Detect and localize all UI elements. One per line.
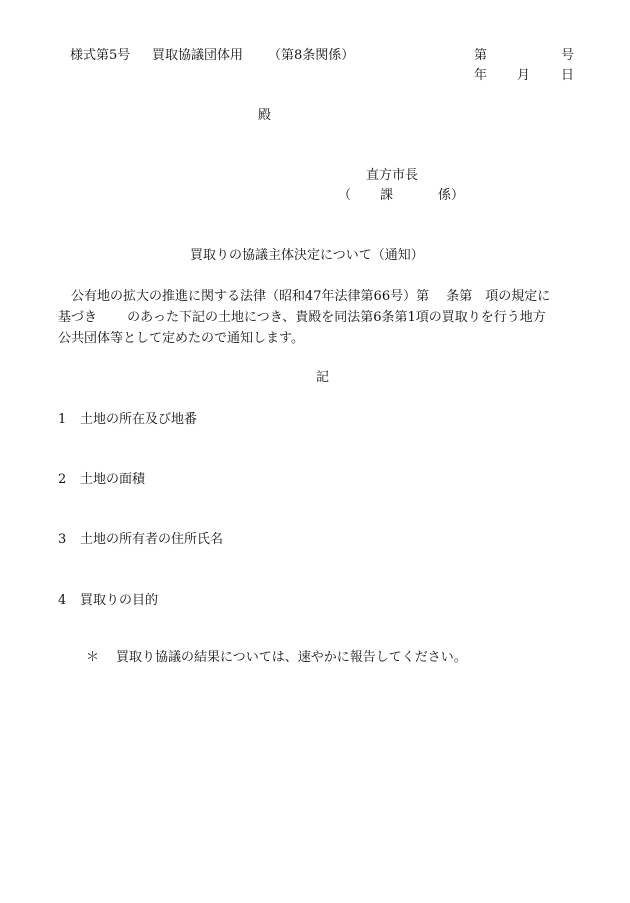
item-label: 土地の面積 xyxy=(80,472,146,487)
form-number: 様式第5号 xyxy=(70,48,131,63)
sender-section: 課 xyxy=(380,188,394,203)
list-item xyxy=(58,408,197,427)
date-day: 日 xyxy=(561,68,575,83)
ki-heading: 記 xyxy=(316,370,330,385)
document-number-suffix: 号 xyxy=(561,48,575,63)
list-item xyxy=(58,589,158,608)
body-line: 基づき のあった下記の土地につき、貴殿を同法第6条第1項の買取りを行う地方 xyxy=(58,310,546,325)
sender-name: 直方市長 xyxy=(366,168,419,183)
item-number: 4 xyxy=(58,593,67,608)
item-label: 土地の所在及び地番 xyxy=(80,412,198,427)
date-year: 年 xyxy=(474,68,488,83)
item-number: 1 xyxy=(58,412,67,427)
body-line: 公共団体等として定めたので通知します。 xyxy=(58,331,304,346)
article-reference: （第8条関係） xyxy=(268,48,355,63)
item-number: 3 xyxy=(58,532,67,547)
note-asterisk: ＊ xyxy=(86,650,100,665)
sender-staff: 係） xyxy=(438,188,465,203)
list-item xyxy=(58,528,223,547)
list-item xyxy=(58,468,145,487)
body-line: 公有地の拡大の推進に関する法律（昭和47年法律第66号）第 条第 項の規定に xyxy=(71,289,551,304)
date-month: 月 xyxy=(517,68,531,83)
item-label: 買取りの目的 xyxy=(80,593,159,608)
document-title: 買取りの協議主体決定について（通知） xyxy=(190,248,424,263)
note-text: 買取り協議の結果については、速やかに報告してください。 xyxy=(116,650,467,665)
form-type: 買取協議団体用 xyxy=(152,48,244,63)
item-number: 2 xyxy=(58,472,67,487)
addressee-honorific: 殿 xyxy=(258,108,272,123)
sender-paren-open: （ xyxy=(338,188,352,203)
document-number-prefix: 第 xyxy=(474,48,488,63)
body-paragraph xyxy=(58,286,590,349)
item-label: 土地の所有者の住所氏名 xyxy=(80,532,224,547)
